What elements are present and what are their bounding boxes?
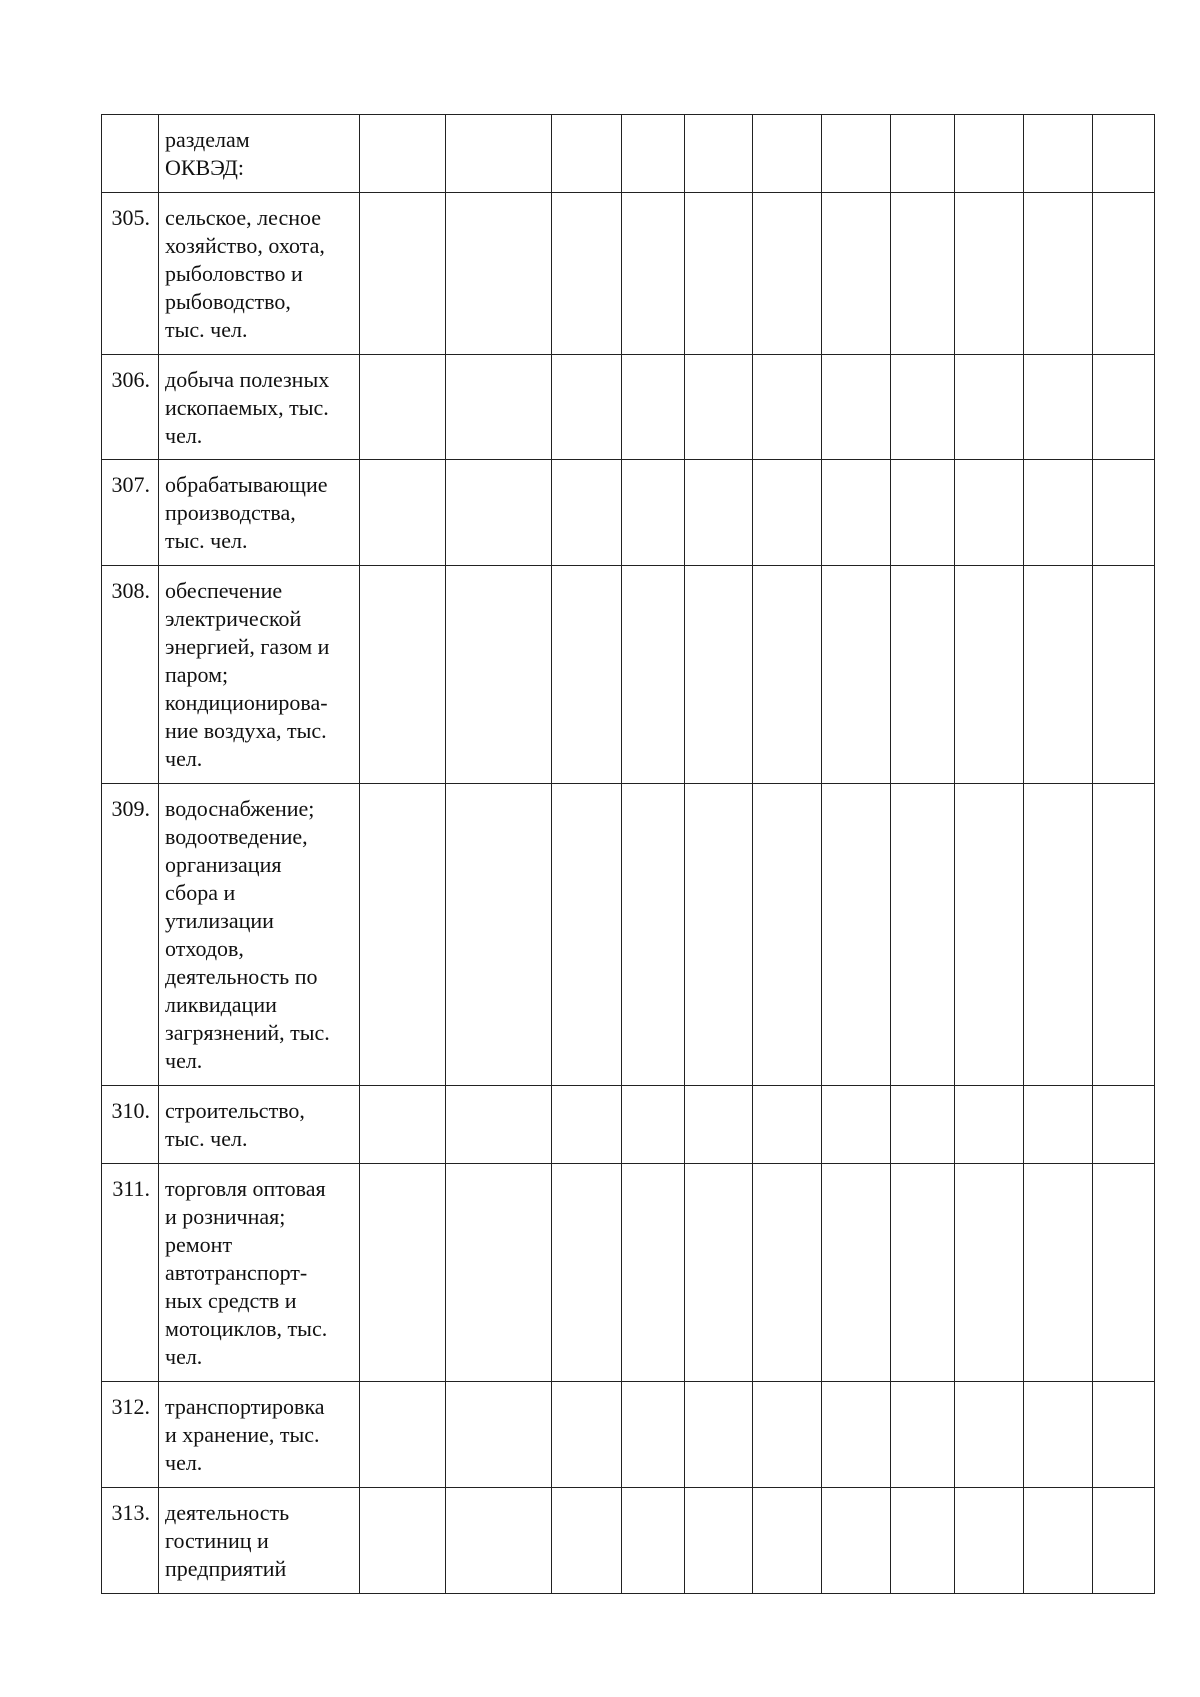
value-cell[interactable]	[622, 115, 685, 193]
value-cell[interactable]	[891, 355, 955, 460]
value-cell[interactable]	[891, 460, 955, 566]
value-cell[interactable]	[552, 1382, 622, 1488]
value-cell[interactable]	[685, 1382, 753, 1488]
value-cell[interactable]	[685, 1488, 753, 1594]
value-cell[interactable]	[955, 355, 1024, 460]
value-cell[interactable]	[622, 1164, 685, 1382]
value-cell[interactable]	[955, 784, 1024, 1086]
value-cell[interactable]	[1093, 115, 1155, 193]
value-cell[interactable]	[955, 566, 1024, 784]
value-cell[interactable]	[955, 1382, 1024, 1488]
value-cell[interactable]	[552, 115, 622, 193]
value-cell[interactable]	[622, 460, 685, 566]
value-cell[interactable]	[955, 1164, 1024, 1382]
value-cell[interactable]	[822, 1488, 891, 1594]
value-cell[interactable]	[446, 1086, 552, 1164]
value-cell[interactable]	[753, 1164, 822, 1382]
row-number: 306.	[102, 355, 159, 460]
row-number: 309.	[102, 784, 159, 1086]
row-number: 310.	[102, 1086, 159, 1164]
value-cell[interactable]	[685, 355, 753, 460]
value-cell[interactable]	[1093, 355, 1155, 460]
indicators-table	[101, 114, 1155, 1594]
row-number: 311.	[102, 1164, 159, 1382]
table-row	[102, 1382, 1155, 1488]
value-cell[interactable]	[685, 566, 753, 784]
value-cell[interactable]	[552, 1488, 622, 1594]
row-label: обеспечение электрической энергией, газом и паром; кондиционирова- ние воздуха, тыс. чел.	[159, 566, 360, 784]
value-cell[interactable]	[1093, 1488, 1155, 1594]
value-cell[interactable]	[1024, 460, 1093, 566]
value-cell[interactable]	[822, 115, 891, 193]
table-row	[102, 566, 1155, 784]
row-label: торговля оптовая и розничная; ремонт автотранспорт- ных средств и мотоциклов, тыс. чел.	[159, 1164, 360, 1382]
value-cell[interactable]	[1093, 460, 1155, 566]
table-row	[102, 193, 1155, 355]
value-cell[interactable]	[1093, 1382, 1155, 1488]
value-cell[interactable]	[1024, 355, 1093, 460]
value-cell[interactable]	[1093, 1164, 1155, 1382]
table-row	[102, 1086, 1155, 1164]
value-cell[interactable]	[685, 460, 753, 566]
value-cell[interactable]	[753, 1086, 822, 1164]
value-cell[interactable]	[822, 1086, 891, 1164]
value-cell[interactable]	[1024, 784, 1093, 1086]
value-cell[interactable]	[360, 1382, 446, 1488]
value-cell[interactable]	[753, 1488, 822, 1594]
row-label: сельское, лесное хозяйство, охота, рыболовство и рыбоводство, тыс. чел.	[159, 193, 360, 355]
row-label: строительство, тыс. чел.	[159, 1086, 360, 1164]
row-number: 313.	[102, 1488, 159, 1594]
value-cell[interactable]	[360, 1086, 446, 1164]
value-cell[interactable]	[955, 460, 1024, 566]
value-cell[interactable]	[360, 1164, 446, 1382]
value-cell[interactable]	[891, 784, 955, 1086]
value-cell[interactable]	[1024, 115, 1093, 193]
value-cell[interactable]	[685, 115, 753, 193]
value-cell[interactable]	[753, 115, 822, 193]
value-cell[interactable]	[552, 784, 622, 1086]
value-cell[interactable]	[753, 460, 822, 566]
row-number: 305.	[102, 193, 159, 355]
value-cell[interactable]	[891, 566, 955, 784]
value-cell[interactable]	[822, 566, 891, 784]
table-row	[102, 115, 1155, 193]
value-cell[interactable]	[1024, 1382, 1093, 1488]
value-cell[interactable]	[552, 1164, 622, 1382]
value-cell[interactable]	[446, 1382, 552, 1488]
value-cell[interactable]	[552, 566, 622, 784]
value-cell[interactable]	[753, 355, 822, 460]
value-cell[interactable]	[622, 1488, 685, 1594]
table-row	[102, 1488, 1155, 1594]
value-cell[interactable]	[1024, 566, 1093, 784]
value-cell[interactable]	[891, 1382, 955, 1488]
value-cell[interactable]	[685, 193, 753, 355]
value-cell[interactable]	[360, 460, 446, 566]
value-cell[interactable]	[446, 355, 552, 460]
value-cell[interactable]	[955, 1086, 1024, 1164]
value-cell[interactable]	[1024, 1488, 1093, 1594]
value-cell[interactable]	[955, 193, 1024, 355]
value-cell[interactable]	[446, 193, 552, 355]
value-cell[interactable]	[446, 115, 552, 193]
value-cell[interactable]	[822, 1164, 891, 1382]
value-cell[interactable]	[1093, 566, 1155, 784]
value-cell[interactable]	[822, 193, 891, 355]
value-cell[interactable]	[753, 566, 822, 784]
value-cell[interactable]	[753, 784, 822, 1086]
value-cell[interactable]	[891, 1488, 955, 1594]
value-cell[interactable]	[360, 193, 446, 355]
value-cell[interactable]	[1024, 1086, 1093, 1164]
value-cell[interactable]	[753, 193, 822, 355]
value-cell[interactable]	[552, 1086, 622, 1164]
value-cell[interactable]	[552, 193, 622, 355]
row-label: деятельность гостиниц и предприятий	[159, 1488, 360, 1594]
value-cell[interactable]	[955, 1488, 1024, 1594]
value-cell[interactable]	[622, 355, 685, 460]
value-cell[interactable]	[891, 1086, 955, 1164]
value-cell[interactable]	[552, 355, 622, 460]
value-cell[interactable]	[1093, 784, 1155, 1086]
value-cell[interactable]	[360, 355, 446, 460]
value-cell[interactable]	[891, 115, 955, 193]
table-row	[102, 784, 1155, 1086]
row-label: транспортировка и хранение, тыс. чел.	[159, 1382, 360, 1488]
row-label: разделам ОКВЭД:	[159, 115, 360, 193]
value-cell[interactable]	[360, 1488, 446, 1594]
value-cell[interactable]	[446, 1488, 552, 1594]
value-cell[interactable]	[891, 193, 955, 355]
value-cell[interactable]	[552, 460, 622, 566]
value-cell[interactable]	[685, 784, 753, 1086]
value-cell[interactable]	[685, 1086, 753, 1164]
value-cell[interactable]	[622, 1086, 685, 1164]
value-cell[interactable]	[360, 115, 446, 193]
value-cell[interactable]	[622, 1382, 685, 1488]
value-cell[interactable]	[622, 784, 685, 1086]
value-cell[interactable]	[622, 566, 685, 784]
row-label: добыча полезных ископаемых, тыс. чел.	[159, 355, 360, 460]
value-cell[interactable]	[1024, 193, 1093, 355]
value-cell[interactable]	[446, 460, 552, 566]
value-cell[interactable]	[1024, 1164, 1093, 1382]
table-row	[102, 1164, 1155, 1382]
value-cell[interactable]	[822, 1382, 891, 1488]
value-cell[interactable]	[753, 1382, 822, 1488]
value-cell[interactable]	[360, 566, 446, 784]
value-cell[interactable]	[446, 1164, 552, 1382]
table-row	[102, 355, 1155, 460]
value-cell[interactable]	[1093, 1086, 1155, 1164]
value-cell[interactable]	[822, 784, 891, 1086]
value-cell[interactable]	[446, 566, 552, 784]
table-body	[102, 115, 1155, 1594]
row-label: водоснабжение; водоотведение, организация сбора и утилизации отходов, деятельность по ликвидации загрязнений, тыс. чел.	[159, 784, 360, 1086]
row-number	[102, 115, 159, 193]
row-number: 308.	[102, 566, 159, 784]
row-number: 312.	[102, 1382, 159, 1488]
value-cell[interactable]	[446, 784, 552, 1086]
value-cell[interactable]	[1093, 193, 1155, 355]
value-cell[interactable]	[360, 784, 446, 1086]
value-cell[interactable]	[622, 193, 685, 355]
row-number: 307.	[102, 460, 159, 566]
value-cell[interactable]	[955, 115, 1024, 193]
table-row	[102, 460, 1155, 566]
value-cell[interactable]	[685, 1164, 753, 1382]
value-cell[interactable]	[822, 460, 891, 566]
value-cell[interactable]	[822, 355, 891, 460]
value-cell[interactable]	[891, 1164, 955, 1382]
row-label: обрабатывающие производства, тыс. чел.	[159, 460, 360, 566]
